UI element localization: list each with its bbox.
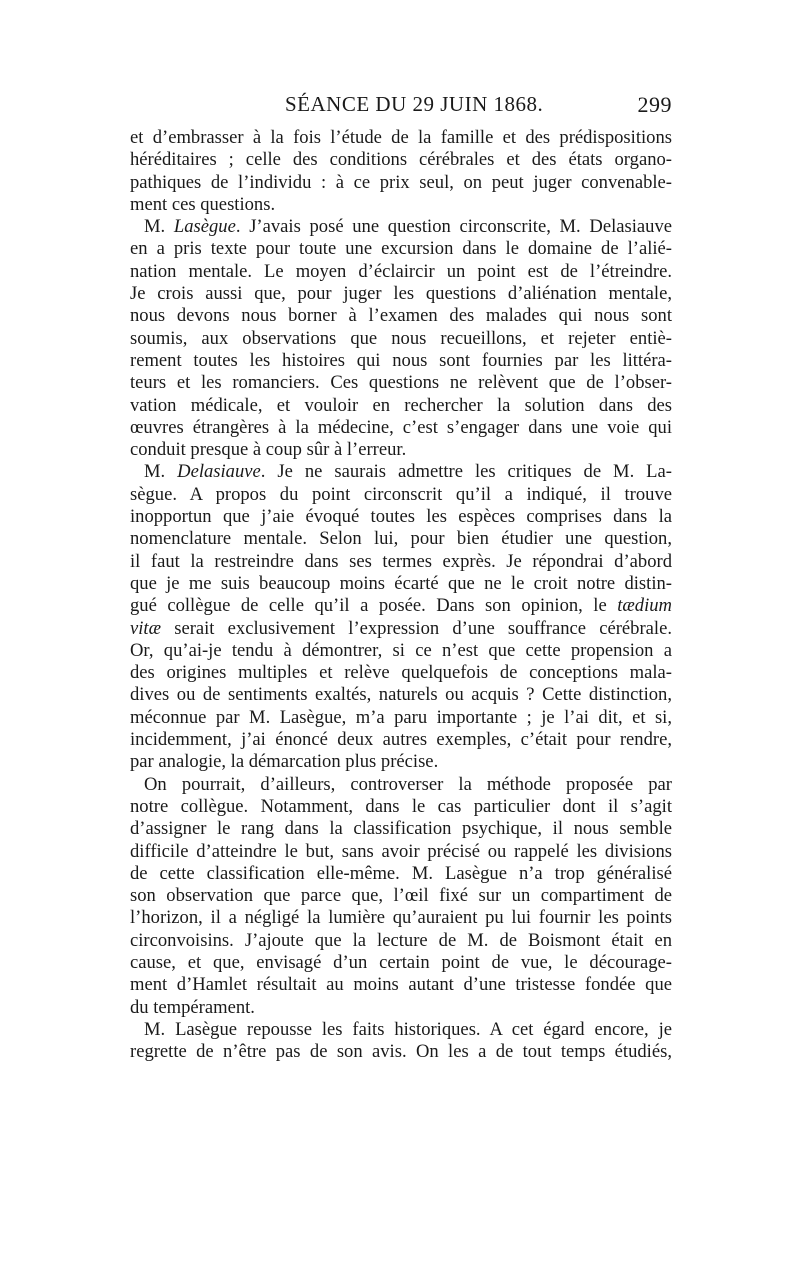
- text-run: méconnue par M. Lasègue, m’a paru importante ; je l’ai dit, et si,: [130, 706, 672, 728]
- text-run: sègue. A propos du point circonscrit qu’il a indiqué, il trouve: [130, 483, 672, 505]
- text-run: gué collègue de celle qu’il a posée. Dans son opinion, le: [130, 595, 618, 617]
- text-line: [130, 751, 672, 773]
- text-run: conduit presque à coup sûr à l’erreur.: [130, 439, 407, 461]
- text-line: [130, 172, 672, 194]
- text-line: [130, 395, 672, 417]
- text-run: du tempérament.: [130, 996, 255, 1018]
- text-line: [130, 261, 672, 283]
- text-run: des origines multiples et relève quelquefois de conceptions mala-: [130, 662, 672, 684]
- page-number: 299: [637, 92, 672, 117]
- text-line: [130, 194, 672, 216]
- text-line: [130, 974, 672, 996]
- text-line: [130, 1041, 672, 1063]
- text-run: Je crois aussi que, pour juger les questions d’aliénation mentale,: [130, 283, 672, 305]
- text-run: vation médicale, et vouloir en rechercher la solution dans des: [130, 394, 672, 416]
- text-line: [130, 127, 672, 149]
- text-run: l’horizon, il a négligé la lumière qu’auraient pu lui fournir les points: [130, 907, 672, 929]
- text-run: difficile d’atteindre le but, sans avoir précisé ou rappelé les divisions: [130, 840, 672, 862]
- italic-text: Lasègue: [173, 216, 236, 238]
- italic-text: vitæ: [130, 617, 161, 639]
- text-line: [130, 818, 672, 840]
- text-run: ment d’Hamlet résultait au moins autant d’une tristesse fondée que: [130, 974, 672, 996]
- text-line: [130, 417, 672, 439]
- text-line: [130, 149, 672, 171]
- text-line: [130, 238, 672, 260]
- text-run: son observation que parce que, l’œil fixé sur un compartiment de: [130, 885, 672, 907]
- italic-text: Delasiauve: [177, 461, 261, 483]
- text-run: pathiques de l’individu : à ce prix seul, on peut juger convenable-: [130, 171, 672, 193]
- body-text: [130, 127, 672, 1063]
- text-run: et d’embrasser à la fois l’étude de la famille et des prédispositions: [130, 127, 672, 148]
- text-run: incidemment, j’ai énoncé deux autres exemples, c’était pour rendre,: [130, 729, 672, 751]
- text-run: œuvres étrangères à la médecine, c’est s’engager dans une voie qui: [130, 416, 672, 438]
- text-run: nous devons nous borner à l’examen des malades qui nous sont: [130, 305, 672, 327]
- text-run: que je me suis beaucoup moins écarté que ne le croit notre distin-: [130, 572, 672, 594]
- text-line: [130, 216, 672, 238]
- text-line: [130, 461, 672, 483]
- text-run: dives ou de sentiments exaltés, naturels ou acquis ? Cette distinction,: [130, 684, 672, 706]
- text-run: en a pris texte pour toute une excursion dans le domaine de l’alié-: [130, 238, 672, 260]
- text-line: [130, 439, 672, 461]
- text-run: notre collègue. Notamment, dans le cas particulier dont il s’agit: [130, 795, 672, 817]
- text-line: [130, 997, 672, 1019]
- text-line: [130, 907, 672, 929]
- text-line: [130, 305, 672, 327]
- text-line: [130, 506, 672, 528]
- text-run: inopportun que j’aie évoqué toutes les espèces comprises dans la: [130, 506, 672, 528]
- text-run: Or, qu’ai-je tendu à démontrer, si ce n’est que cette propension a: [130, 639, 672, 661]
- text-line: [130, 707, 672, 729]
- text-line: [130, 283, 672, 305]
- text-run: soumis, aux observations que nous recueillons, et rejeter entiè-: [130, 327, 672, 349]
- text-line: [130, 573, 672, 595]
- text-run: On pourrait, d’ailleurs, controverser la méthode proposée par: [144, 773, 672, 795]
- text-run: circonvoisins. J’ajoute que la lecture de M. de Boismont était en: [130, 929, 672, 951]
- text-run: cause, et que, envisagé d’un certain point de vue, le découragе-: [130, 951, 672, 973]
- text-run: il faut la restreindre dans ses termes exprès. Je répondrai d’abord: [130, 550, 672, 572]
- text-line: [130, 729, 672, 751]
- text-run: . Je ne saurais admettre les critiques de M. La-: [260, 461, 672, 483]
- text-line: [130, 863, 672, 885]
- text-line: [130, 930, 672, 952]
- text-run: M.: [144, 216, 174, 238]
- text-run: ment ces questions.: [130, 193, 276, 215]
- text-run: teurs et les romanciers. Ces questions ne relèvent que de l’obser-: [130, 372, 672, 394]
- text-line: [130, 551, 672, 573]
- text-run: nomenclature mentale. Selon lui, pour bien étudier une question,: [130, 528, 672, 550]
- text-line: [130, 952, 672, 974]
- text-line: [130, 328, 672, 350]
- text-run: de cette classification elle-même. M. Lasègue n’a trop généralisé: [130, 862, 672, 884]
- text-line: [130, 640, 672, 662]
- italic-text: tædium: [617, 595, 672, 617]
- text-run: M. Lasègue repousse les faits historiques. A cet égard encore, je: [144, 1018, 672, 1040]
- running-title: SÉANCE DU 29 JUIN 1868.: [285, 92, 544, 116]
- text-run: héréditaires ; celle des conditions cérébrales et des états organo-: [130, 149, 672, 171]
- text-run: par analogie, la démarcation plus précise.: [130, 751, 439, 773]
- text-line: [130, 528, 672, 550]
- text-run: M.: [144, 461, 178, 483]
- text-run: . J’avais posé une question circonscrite, M. Delasiauve: [235, 216, 672, 238]
- text-run: serait exclusivement l’expression d’une souffrance cérébrale.: [161, 617, 672, 639]
- text-line: [130, 484, 672, 506]
- text-run: regrette de n’être pas de son avis. On les a de tout temps étudiés,: [130, 1041, 672, 1063]
- text-line: [130, 618, 672, 640]
- text-run: rement toutes les histoires qui nous sont fournies par les littéra-: [130, 349, 672, 371]
- text-line: [130, 595, 672, 617]
- text-line: [130, 662, 672, 684]
- text-line: [130, 796, 672, 818]
- text-line: [130, 841, 672, 863]
- text-line: [130, 774, 672, 796]
- text-line: [130, 684, 672, 706]
- text-run: d’assigner le rang dans la classification psychique, il nous semble: [130, 818, 672, 840]
- text-run: nation mentale. Le moyen d’éclaircir un point est de l’étreindre.: [130, 260, 672, 282]
- text-line: [130, 1019, 672, 1041]
- text-line: [130, 350, 672, 372]
- text-line: [130, 372, 672, 394]
- running-head: [130, 92, 672, 122]
- text-line: [130, 885, 672, 907]
